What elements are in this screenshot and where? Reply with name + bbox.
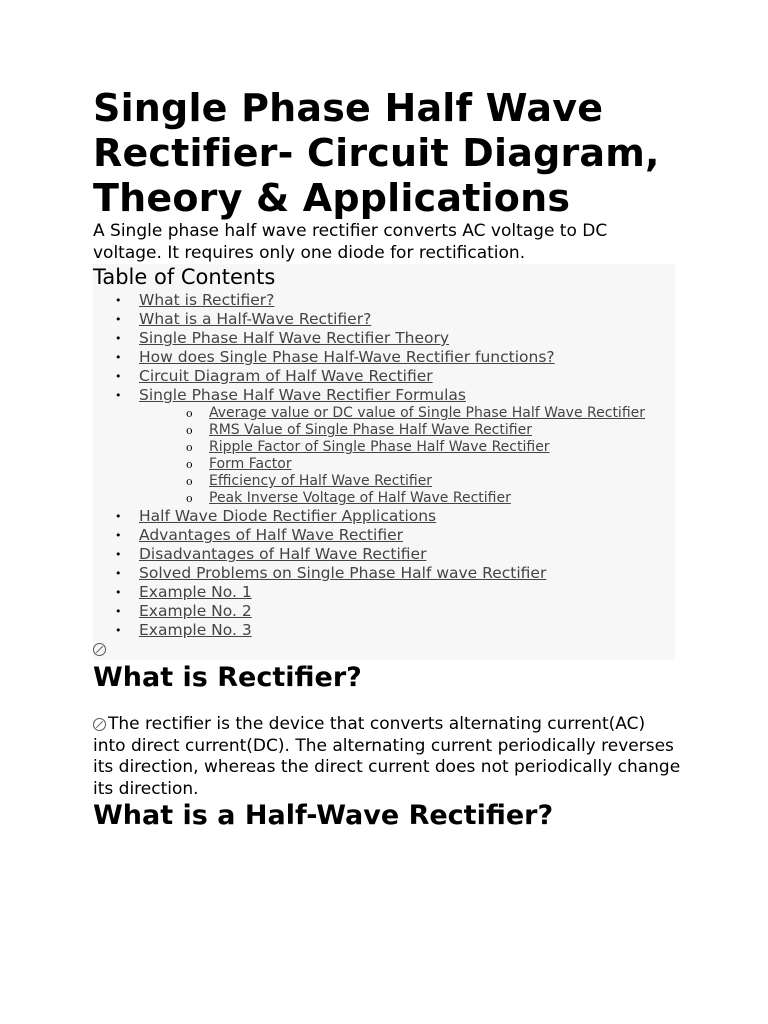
toc-subitem — [93, 405, 649, 422]
bullet-icon: • — [115, 294, 122, 307]
toc-link-form-factor[interactable]: Form Factor — [209, 456, 292, 472]
toc-link-advantages[interactable]: Advantages of Half Wave Rectifier — [139, 526, 403, 544]
toc-subitem — [93, 456, 649, 473]
article-intro: A Single phase half wave rectifier converts AC voltage to DC voltage. It requires only one diode for rectification. — [93, 221, 608, 263]
toc-link-theory[interactable]: Single Phase Half Wave Rectifier Theory — [139, 329, 450, 347]
toc-item — [93, 526, 675, 545]
section-heading-what-is-rectifier: What is Rectifier? — [93, 662, 362, 693]
toc-link-example-1[interactable]: Example No. 1 — [139, 583, 252, 601]
toc-link-example-3[interactable]: Example No. 3 — [139, 621, 252, 639]
toc-item — [93, 310, 675, 329]
circle-bullet-icon: o — [186, 407, 193, 420]
toc-link-peak-inverse-voltage[interactable]: Peak Inverse Voltage of Half Wave Rectifier — [209, 490, 511, 506]
toc-subitem — [93, 490, 649, 507]
toc-footer — [93, 640, 675, 658]
toc-item — [93, 386, 675, 405]
toc-link-ripple-factor[interactable]: Ripple Factor of Single Phase Half Wave Rectifier — [209, 439, 550, 455]
bullet-icon: • — [115, 510, 122, 523]
toc-sub-list — [93, 405, 675, 507]
section-heading-half-wave-rectifier: What is a Half-Wave Rectifier? — [93, 800, 554, 831]
section-body-what-is-rectifier — [93, 714, 683, 800]
toc-item — [93, 291, 675, 310]
section-spacer — [93, 694, 678, 714]
toc-link-what-is-rectifier[interactable]: What is Rectifier? — [139, 291, 275, 309]
section-body-text: The rectifier is the device that converts alternating current(AC) into direct current(DC). The alternating current periodically reverses its direction, whereas the direct current does not periodically change its direction. — [93, 714, 681, 799]
bullet-icon: • — [115, 605, 122, 618]
toc-subitem — [93, 439, 649, 456]
bullet-icon: • — [115, 624, 122, 637]
broken-link-icon — [93, 718, 106, 731]
toc-item — [93, 348, 675, 367]
toc-item — [93, 602, 675, 621]
bullet-icon: • — [115, 313, 122, 326]
circle-bullet-icon: o — [186, 424, 193, 437]
toc-link-example-2[interactable]: Example No. 2 — [139, 602, 252, 620]
toc-link-how-it-functions[interactable]: How does Single Phase Half-Wave Rectifier functions? — [139, 348, 555, 366]
document-page — [93, 86, 681, 832]
toc-link-rms-value[interactable]: RMS Value of Single Phase Half Wave Rectifier — [209, 422, 532, 438]
circle-bullet-icon: o — [186, 492, 193, 505]
bullet-icon: • — [115, 567, 122, 580]
toc-item — [93, 564, 675, 583]
bullet-icon: • — [115, 529, 122, 542]
toc-link-average-value[interactable]: Average value or DC value of Single Phase Half Wave Rectifier — [209, 405, 646, 421]
circle-bullet-icon: o — [186, 458, 193, 471]
toc-item — [93, 329, 675, 348]
toc-item — [93, 621, 675, 640]
toc-link-solved-problems[interactable]: Solved Problems on Single Phase Half wave Rectifier — [139, 564, 547, 582]
toc-link-disadvantages[interactable]: Disadvantages of Half Wave Rectifier — [139, 545, 427, 563]
toc-link-efficiency[interactable]: Efficiency of Half Wave Rectifier — [209, 473, 433, 489]
article-title: Single Phase Half Wave Rectifier- Circuit Diagram, Theory & Applications — [93, 86, 660, 220]
circle-bullet-icon: o — [186, 475, 193, 488]
circle-bullet-icon: o — [186, 441, 193, 454]
toc-subitem — [93, 422, 649, 439]
bullet-icon: • — [115, 370, 122, 383]
toc-link-formulas[interactable]: Single Phase Half Wave Rectifier Formulas — [139, 386, 466, 404]
toc-list-continued — [93, 507, 675, 640]
bullet-icon: • — [115, 332, 122, 345]
toc-title: Table of Contents — [93, 265, 276, 289]
toc-link-applications[interactable]: Half Wave Diode Rectifier Applications — [139, 507, 437, 525]
toc-subitem — [93, 473, 649, 490]
toc-item — [93, 507, 675, 526]
toc-link-circuit-diagram[interactable]: Circuit Diagram of Half Wave Rectifier — [139, 367, 433, 385]
table-of-contents — [93, 264, 675, 660]
broken-link-icon — [93, 643, 106, 656]
bullet-icon: • — [115, 548, 122, 561]
toc-item — [93, 367, 675, 386]
toc-item — [93, 545, 675, 564]
toc-item — [93, 583, 675, 602]
toc-list — [93, 291, 675, 405]
bullet-icon: • — [115, 586, 122, 599]
toc-link-what-is-half-wave-rectifier[interactable]: What is a Half-Wave Rectifier? — [139, 310, 372, 328]
bullet-icon: • — [115, 351, 122, 364]
bullet-icon: • — [115, 389, 122, 402]
